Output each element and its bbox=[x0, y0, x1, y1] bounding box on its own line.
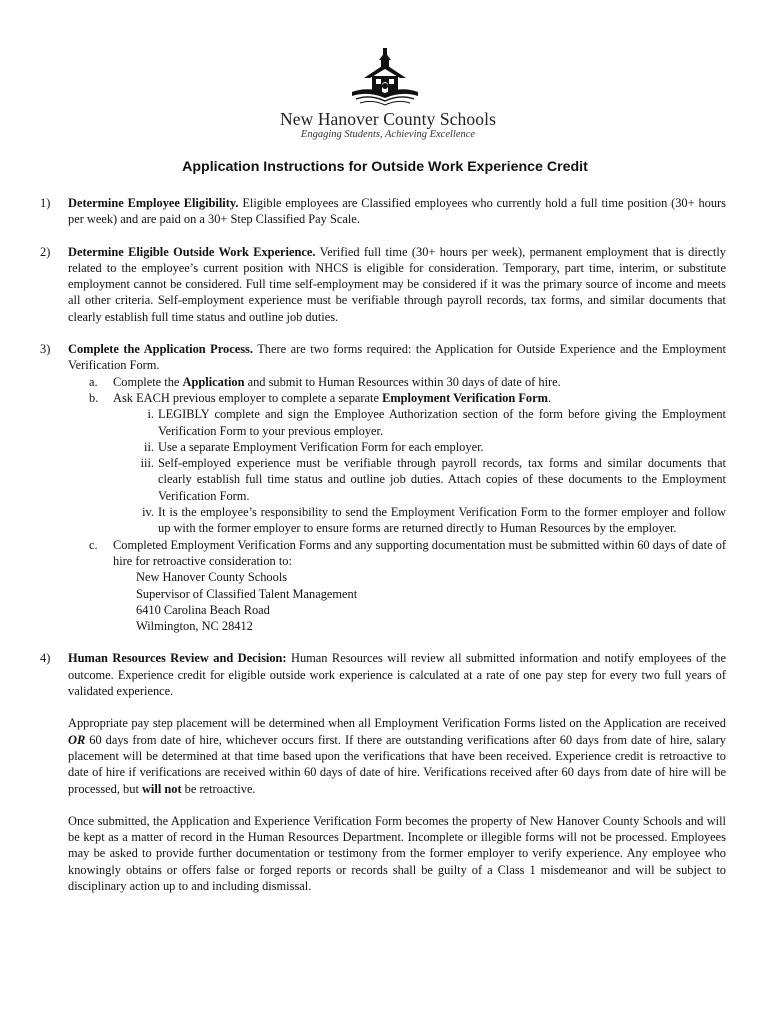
list-marker: i. bbox=[147, 407, 154, 422]
org-tagline: Engaging Students, Achieving Excellence bbox=[300, 129, 476, 140]
list-text: Self-employed experience must be verifiable through payroll records, tax forms and similar documents that clearly establish full time status and outline job duties. Attach copies of these documents to the Employment Verification Form. bbox=[158, 456, 726, 503]
section-heading: Determine Employee Eligibility. bbox=[68, 196, 239, 210]
section-number: 4) bbox=[40, 651, 51, 666]
section-heading: Complete the Application Process. bbox=[68, 342, 253, 357]
list-item-a bbox=[40, 374, 726, 390]
list-item-c bbox=[40, 537, 726, 570]
list-text: Use a separate Employment Verification Form for each employer. bbox=[158, 439, 484, 454]
paragraph-text: be retroactive. bbox=[181, 781, 256, 796]
section-eligibility bbox=[40, 195, 726, 228]
list-text: Ask EACH previous employer to complete a separate bbox=[113, 390, 383, 405]
list-item-iii bbox=[40, 455, 726, 504]
page-title: Application Instructions for Outside Work Experience Credit bbox=[182, 159, 588, 175]
paragraph-emphasis: OR bbox=[68, 732, 86, 747]
address-line: 6410 Carolina Beach Road bbox=[136, 602, 270, 617]
address-line: Wilmington, NC 28412 bbox=[136, 619, 253, 634]
address-line: New Hanover County Schools bbox=[136, 570, 288, 585]
section-text: Verified full time (30+ hours per week), permanent employment that is directly related to the employee’s current position with NHCS is eligible for consideration. Temporary, part time, interim, or substitute employment cannot be considered. Full time self-employment may be considered if it was the primary source of income and meets all other criteria. Self-employment experience must be verifiable through payroll records, tax forms, and similar documents that clearly establish full time status and outline job duties. bbox=[68, 244, 726, 324]
paragraph-once-submitted: Once submitted, the Application and Experience Verification Form becomes the property of New Hanover County Schools and will be kept as a matter of record in the Human Resources Department. Incomplete or illegible forms will not be processed. Employees may be asked to provide further documentation or testimony from the former employer to verify experience. Any employee who knowingly obtains or offers false or forged reports or records shall be guilty of a Class 1 misdemeanor and will be subject to disciplinary action up to and including dismissal. bbox=[68, 813, 726, 893]
paragraph-text: Appropriate pay step placement will be determined when all Employment Verification Forms listed on the Application are received bbox=[68, 716, 726, 731]
section-number: 2) bbox=[40, 244, 51, 259]
schoolhouse-book-icon bbox=[348, 46, 428, 108]
section-outside-experience bbox=[40, 244, 726, 325]
list-text: LEGIBLY complete and sign the Employee Authorization section of the form before giving the Employment Verification Form to your previous employer. bbox=[158, 407, 726, 438]
section-heading: Determine Eligible Outside Work Experience. bbox=[68, 244, 316, 259]
section-hr-review bbox=[40, 650, 726, 699]
address-line: Supervisor of Classified Talent Management bbox=[136, 586, 358, 601]
list-marker: b. bbox=[89, 390, 99, 405]
list-text-bold: Application bbox=[182, 374, 245, 389]
list-text: Completed Employment Verification Forms and any supporting documentation must be submitted within 60 days of date of hire for retroactive consideration to: bbox=[113, 537, 727, 568]
list-marker: iii. bbox=[140, 456, 154, 471]
paragraph-pay-step-placement bbox=[40, 715, 726, 796]
list-marker: a. bbox=[89, 374, 98, 389]
org-name: New Hanover County Schools bbox=[280, 109, 496, 129]
nhcs-logo bbox=[268, 46, 508, 141]
section-number: 3) bbox=[40, 342, 51, 357]
section-application-process bbox=[40, 341, 726, 374]
list-item-b bbox=[40, 390, 726, 406]
section-text: Human Resources will review all submitted information and notify employees of the outcome. Experience credit for eligible outside work experience is calculated at a rate of one pay step for every two full years of validated experience. bbox=[68, 651, 726, 699]
list-text: and submit to Human Resources within 30 days of date of hire. bbox=[244, 374, 561, 389]
list-text: . bbox=[547, 390, 552, 405]
list-marker: c. bbox=[89, 537, 98, 552]
list-marker: ii. bbox=[144, 439, 154, 454]
section-text: Eligible employees are Classified employees who currently hold a full time position (30+ hours per week) and are paid on a 30+ Step Classified Pay Scale. bbox=[68, 196, 726, 227]
list-text-bold: Employment Verification Form bbox=[382, 390, 548, 405]
list-marker: iv. bbox=[142, 505, 154, 520]
document-body bbox=[40, 195, 726, 894]
mailing-address bbox=[40, 569, 726, 634]
section-heading: Human Resources Review and Decision: bbox=[68, 651, 287, 666]
paragraph-text: 60 days from date of hire, whichever occurs first. If there are outstanding verifications after 60 days from date of hire, salary placement will be determined at that time based upon the verifications that have been received. Experience credit is retroactive to date of hire if verifications are received within 60 days of date of hire. Verifications received after 60 days from date of hire will be processed, but bbox=[68, 732, 726, 796]
section-text: There are two forms required: the Application for Outside Experience and the Employment Verification Form. bbox=[68, 342, 727, 373]
list-text: It is the employee’s responsibility to send the Employment Verification Form to the former employer and follow up with the former employer to ensure forms are returned directly to Human Resources by the employer. bbox=[158, 505, 726, 536]
list-item-ii bbox=[40, 439, 726, 455]
section-number: 1) bbox=[40, 196, 51, 210]
list-item-i bbox=[40, 406, 726, 439]
list-item-iv bbox=[40, 504, 726, 537]
paragraph-bold: will not bbox=[141, 781, 182, 796]
list-text: Complete the bbox=[113, 374, 183, 389]
